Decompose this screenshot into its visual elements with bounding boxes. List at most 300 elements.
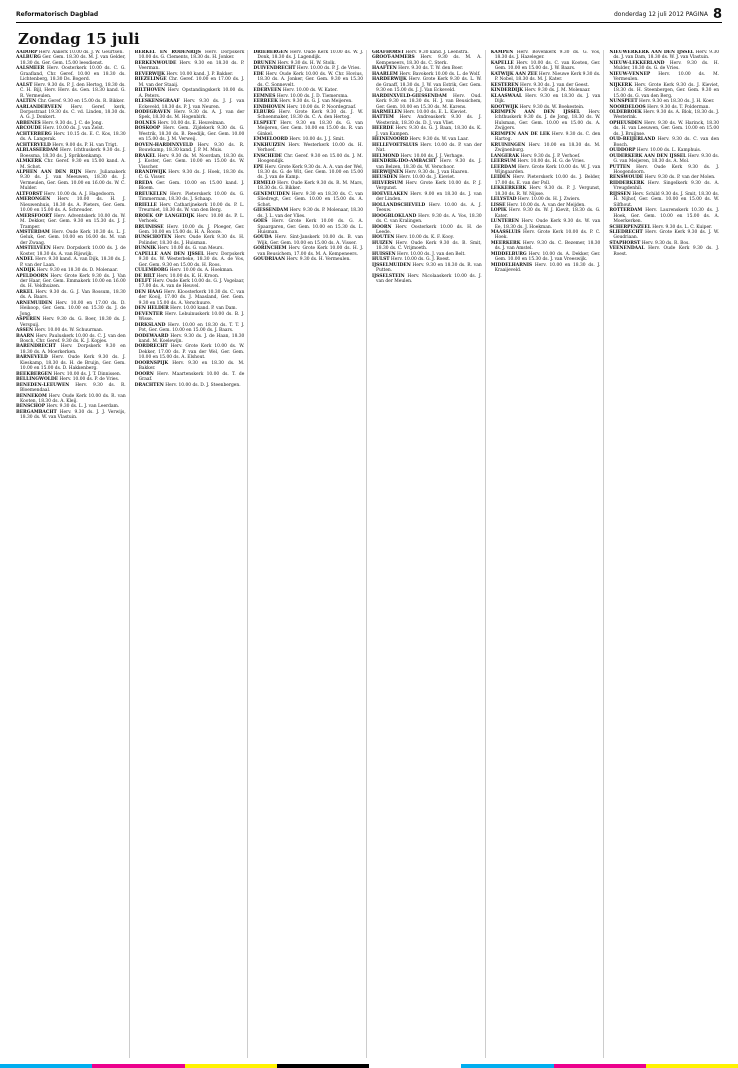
service-details: Herv. 9.30 ds. J. van Belzen, 18.30 ds. W. Verschoor.: [376, 159, 482, 170]
place-name: APELDOORN: [16, 273, 49, 279]
service-details: Herv. 10.00 ds. A. van der Meijden.: [505, 202, 586, 208]
service-details: Herv. Dorpskerk 9.30 ds. W. Westerbeke, 18.30 ds. A. de Vos, Ger. Gem. 9.30 en 15.00 ds. H. Roos.: [138, 251, 245, 268]
listing-entry: [16, 246, 126, 257]
place-name: CAPELLE AAN DEN IJSSEL: [134, 251, 205, 257]
service-details: Herv. 9.00 ds. P. H. van Trigt.: [50, 142, 118, 148]
place-name: BARENDRECHT: [16, 344, 56, 350]
listing-entry: [16, 301, 126, 317]
place-name: BROEK OP LANGEDIJK: [134, 213, 195, 219]
place-name: HAAFTEN: [372, 66, 397, 72]
service-details: Herv. 9.30 ds. W. J. Kievit, 18.30 ds. G. Kater.: [494, 208, 601, 219]
listing-entry: [135, 372, 245, 383]
listing-entry: [253, 165, 363, 181]
listing-entry: [253, 192, 363, 208]
listing-entry: [253, 235, 363, 246]
listing-entry: [16, 290, 126, 301]
place-name: CULEMBORG: [134, 268, 169, 274]
service-details: Herv. Sint-Janskerk 10.00 ds. B. van Wijk, Ger. Gem. 10.00 en 15.00 ds. A. Visser.: [257, 235, 364, 246]
service-details: Herv. 9.30 en 18.30 ds. D. Molenaar.: [35, 268, 119, 274]
service-details: Herv. 9.30 ds. J. Hoek, 18.30 ds. C. G. Visser.: [138, 169, 245, 181]
service-details: Herv. Oude Kerk 9.30 ds. R. M. Mars, 18.30 ds. G. Bikker.: [257, 180, 364, 192]
service-details: Herv. 9.30 ds. J. de Haan, 18.30 kand. M. Koelewijn.: [138, 333, 245, 345]
service-details: Herv. 9.30 ds. M. A. Kempeneers, 18.30 ds. C. Sterk.: [376, 55, 482, 66]
place-name: DIRKSLAND: [134, 322, 166, 328]
place-name: GIESSENDAM: [253, 208, 289, 214]
listing-entry: [372, 214, 482, 225]
service-details: Herv. 9.30 ds. J. C. de Jong.: [40, 120, 103, 126]
place-name: ELSPEET: [253, 120, 277, 126]
place-name: LISSE: [490, 202, 506, 208]
service-details: Herv. Oosterkerk 10.00 ds. C. G. Graafland, Chr. Geref. 10.00 en 18.30 ds. Lichtenberg, 18.30 Ds. Bogerd.: [20, 66, 126, 83]
service-details: Chr. Geref. 9.30 en 15.00 ds. R. Bikker.: [36, 99, 125, 105]
service-details: Herv. Oud. Kerk 9.30 en 18.30 ds. H. J. van Beusichem, Ger. Gem. 10.00 en 15.30 ds. M. Karens.: [376, 93, 482, 110]
listing-entry: [16, 170, 126, 192]
listing-entry: [491, 72, 601, 83]
service-details: Herv. Ichthuskerk 9.30 ds. J. Boessma, 18.30 ds. J. Sprikkenkamp.: [20, 148, 126, 159]
listing-entry: [609, 72, 719, 83]
listing-entry: [491, 50, 601, 61]
service-details: Herv. Nieuwe Kerk 9.30 ds. P. Nobel, 18.30 ds. M. J. Kater.: [494, 71, 601, 83]
listing-entry: [253, 208, 363, 219]
place-name: BOLNES: [134, 120, 156, 126]
page-title: Zondag 15 juli: [18, 30, 140, 48]
listing-entry: [135, 235, 245, 246]
color-registration-bar: [0, 1064, 738, 1068]
place-name: HAARLEM: [372, 71, 398, 77]
listing-entry: [253, 219, 363, 235]
service-details: Herv. Schild 9.30 ds. J. Smit, 18.30 ds. H. Nijhof, Ger. Gem. 10.00 en 15.00 ds. W. Silfhout.: [613, 191, 720, 208]
place-name: KOOTWIJK: [490, 104, 519, 110]
service-details: Herv. 9.30 ds. W. Boekestein.: [518, 104, 585, 110]
listing-entry: [609, 121, 719, 137]
place-name: KRIMPEN AAN DE LEK: [490, 131, 550, 137]
place-name: NIJKERK: [609, 82, 633, 88]
place-name: KRUININGEN: [490, 142, 526, 148]
place-name: ERMELO: [253, 180, 276, 186]
place-name: HOUTEN: [372, 235, 395, 241]
place-name: LANGERAK: [490, 153, 520, 159]
place-name: BENSCHOP: [16, 404, 46, 410]
place-name: NUNSPEET: [609, 99, 638, 105]
place-name: EDERVEEN: [253, 88, 282, 94]
service-details: Herv. 9.30 ds. J. P. Verhoef.: [519, 153, 581, 159]
listing-entry: [491, 208, 601, 219]
place-name: KAPELLE: [490, 60, 514, 66]
service-details: Herv. 10.00 ds. C. van Kooten, Ger. Gem. 10.00 en 15.00 ds. J. W. Baars.: [494, 60, 601, 72]
service-details: Herv. 9.30 ds. J. J. Verwijs, 18.30 ds. W. van Vlastuin.: [20, 409, 126, 421]
place-name: DRUNEN: [253, 60, 277, 66]
listing-entry: [135, 312, 245, 323]
service-details: Herv. 10.15 ds. E. C. Kos, 18.30 ds. A. Langerak.: [20, 131, 126, 143]
listing-entry: [135, 77, 245, 88]
service-details: Herv. Nicolaaskerk 10.00 ds. J. van der Meulen.: [376, 273, 482, 285]
listing-entry: [135, 143, 245, 154]
listing-entry: [135, 192, 245, 203]
service-details: Herv. Oude Kerk 9.30 ds. W. van Ee, 18.30 ds. J. Hoekman.: [494, 219, 601, 230]
listing-entry: [16, 355, 126, 371]
service-details: Herv. 9.30 ds. T. Polderman.: [645, 104, 710, 110]
service-details: Herv. 10.00 ds. J. D. Tiemersma.: [275, 93, 349, 99]
service-details: Herv. 10.00 ds. P. de Vries.: [58, 377, 120, 383]
place-name: HOLLANDSCHEVELD: [372, 202, 426, 208]
service-details: Herv. Grote Kerk 9.30 ds. A. A. van der Wel, 18.30 ds. G. de Wit, Ger. Gem. 10.00 en 15.00 ds. J. van de Kamp.: [257, 164, 364, 181]
place-name: IJSSELMUIDEN: [372, 262, 411, 268]
service-details: Herv. 9.30 kand. J. Leenstra.: [404, 50, 469, 55]
service-details: Herv. Pauluskerk 10.00 ds. C. J. van den Bosch, Chr. Geref. 9.30 ds. K. J. Kopjes.: [20, 333, 126, 345]
place-name: DELFT: [134, 279, 152, 285]
place-name: HARDINXVELD-GIESSENDAM: [372, 93, 447, 99]
listing-entry: [16, 214, 126, 230]
place-name: BUNNIK: [134, 246, 157, 252]
place-name: GOUDA: [253, 235, 272, 241]
listing-entry: [135, 181, 245, 192]
service-details: Herv. Opstandingskerk 10.00 ds. A. Peters.: [138, 88, 245, 99]
listing-entry: [253, 257, 363, 262]
listing-entry: [16, 83, 126, 99]
listing-entry: [135, 344, 245, 360]
place-name: HULST: [372, 257, 390, 263]
service-details: Herv. 9.30 en 18.30 ds. P. Veerman.: [138, 60, 245, 72]
place-name: ENSCHEDE: [253, 153, 283, 159]
place-name: LEIDEN: [490, 175, 511, 181]
service-details: Herv. 9.30 en 18.30 ds. G. van Meijeren, Ger. Gem. 10.00 en 15.00 ds. R. van Ginkel.: [257, 120, 364, 137]
service-details: Herv. 10.00 en 18.30 ds. M. Zwijnenburg.: [494, 142, 601, 154]
place-name: HEUSDEN: [372, 175, 398, 181]
listing-entry: [609, 154, 719, 165]
listing-entry: [491, 61, 601, 72]
service-details: Herv. Oude Kerk 10.30 ds. L. J. Geluk, Ger. Gem. 10.00 en 16.00 ds. M. van der Zwaag.: [20, 229, 126, 246]
service-details: Herv. 9.30 ds. L. J. van Leerdam.: [45, 404, 120, 410]
listing-entry: [609, 246, 719, 257]
service-details: Herv. Grote Kerk 10.00 ds. W. J. van Wijngaarden.: [494, 164, 601, 175]
service-details: Herv. 10.00 ds. K. F. Kooy.: [394, 235, 454, 241]
service-details: Herv. 10.00 ds. P. L. Verhoek.: [138, 213, 245, 225]
place-name: HUIZEN: [372, 240, 393, 246]
place-name: BRANDWIJK: [134, 169, 167, 175]
service-details: Herv. 9.00 en 18.30 ds. J. van der Linden.: [376, 191, 482, 203]
listing-entry: [16, 410, 126, 421]
place-name: HILVERSUM: [372, 180, 404, 186]
service-details: Herv. 9.30 ds. M. Noordam, 18.30 ds. J. Koster, Ger. Gem. 10.00 en 15.00 ds. W. Visscher.: [138, 153, 245, 170]
service-details: Ger. Gem. 10.00 en 15.00 kand. J. Bloem.: [138, 180, 245, 192]
listing-entry: [135, 214, 245, 225]
service-details: Herv. Bovenkerk 9.30 ds. G. Vos, 18.30 ds. J. Hazeleger.: [494, 50, 601, 61]
place-name: HARMELEN: [372, 109, 402, 115]
listing-entry: [372, 159, 482, 170]
service-details: Herv. 9.30 ds. G. Boer, 18.30 ds. J. Verspuij.: [20, 317, 126, 328]
listing-entry: [609, 208, 719, 224]
service-details: Herv. 10.00 ds. J. J. Smit.: [287, 137, 345, 143]
service-details: Herv. Pieterskerk 10.00 ds. J. Belder, 17.00 ds. E. van der Poll.: [494, 175, 601, 186]
listing-entry: [609, 181, 719, 192]
place-name: BIEZELINGE: [134, 77, 167, 83]
place-name: HOOGBLOKLAND: [372, 213, 417, 219]
listing-column: [372, 50, 486, 1058]
service-details: Herv. 10.00 ds. J. T. Dinnissen.: [52, 371, 122, 377]
service-details: Herv. Maartenskerk 10.00 ds. T. de Graaf.: [138, 371, 245, 383]
place-name: ASPEREN: [16, 317, 41, 323]
place-name: NOORDELOOS: [609, 104, 646, 110]
service-details: Herv. 9.30 ds. L. C. Kuiper.: [650, 224, 713, 230]
place-name: HOORN: [372, 224, 392, 230]
service-details: Herv. Geref. kerk, Dorpsstraat 19.30 ds. C. vd. Linden, 18.30 ds. A. G. J. Donkert.: [20, 104, 126, 121]
service-details: Herv. 10.00 ds. E. L. Kieviet.: [401, 109, 467, 115]
place-name: HUISSEN: [372, 251, 396, 257]
place-name: DRIEBERGEN: [253, 50, 289, 55]
place-name: DEVENTER: [134, 311, 163, 317]
service-details: Herv. 9.30 ds. A. Blok, 18.30 ds. J. Westerink.: [613, 109, 720, 121]
place-name: MIDDELBURG: [490, 251, 527, 257]
listing-entry: [16, 55, 126, 66]
service-details: Herv. 9.30 ds. P. J. den Hertog, 18.30 ds. C. H. Bijl, Herv. Herv. ds. Gen. 18.30 kand. G. R. Vermeulen.: [20, 82, 126, 99]
service-details: Herv. 9.30 ds. C. den Hartog.: [494, 131, 601, 143]
service-details: Herv. 10.00 en 17.00 ds. D. Heikoop, Ger. Gem. 10.00 en 15.30 ds. J. de Jong.: [20, 300, 126, 317]
service-details: Herv. 9.30 en 18.30 ds. C. van Sliedregt, Ger. Gem. 10.00 en 15.00 ds. A. Schot.: [257, 191, 364, 208]
place-name: KATWIJK AAN ZEE: [490, 71, 538, 77]
listing-entry: [372, 274, 482, 285]
service-details: Herv. 9.30 en 18.30 ds. J. van Dijk.: [494, 93, 601, 105]
service-details: Herv. 10.00 en 18.30 ds. J. Kraaijeveld.: [494, 262, 601, 274]
place-name: GROOT-AMMERS: [372, 55, 415, 61]
place-name: STAPHORST: [609, 240, 641, 246]
service-details: Herv. 10.00 ds. J. Kieviet.: [397, 175, 456, 181]
page-header: [16, 8, 722, 23]
service-details: Herv. Grote Kerk 10.00 ds. W. Dekker, 17.00 ds. P. van der Wel, Ger. Gem. 10.00 en 15.00 ds. A. Elshout.: [138, 344, 245, 361]
listing-entry: [491, 94, 601, 105]
listing-entry: [16, 197, 126, 213]
listing-entry: [609, 137, 719, 148]
place-name: GOES: [253, 219, 268, 225]
church-listings: [16, 50, 722, 1058]
service-details: Herv. Oude Kerk 9.30 ds. H. Polinder, 18.30 ds. J. Huisman.: [138, 235, 245, 246]
service-details: Herv. 10.00 ds. P. van der Nat.: [376, 142, 482, 154]
place-name: ALBLASSERDAM: [16, 148, 59, 154]
listing-entry: [491, 241, 601, 252]
place-name: BREDA: [134, 180, 153, 186]
service-details: Herv. Grote Kerk 9.30 ds. L. W. de Graaff, 18.30 ds. J. W. van Estrik, Ger. Gem. 9.30 en 15.00 ds. J. J. Van Eckeveld.: [376, 77, 482, 94]
service-details: Herv. 10.00 kand. P. van Dam.: [168, 306, 237, 312]
service-details: Herv. Lebuinuskerk 10.00 ds. B. J. Wisse.: [138, 311, 245, 323]
place-name: HARDERWIJK: [372, 77, 407, 83]
service-details: Herv. Grote Kerk 9.30 ds. J. W. Goudriaan.: [613, 229, 720, 241]
place-name: HEINENOORD: [372, 137, 409, 143]
place-name: AMSTELVEEN: [16, 246, 51, 252]
service-details: Herv. 10.00 ds. W. Kater.: [281, 88, 338, 94]
listing-entry: [16, 230, 126, 246]
service-details: Herv. 9.30 ds. T. W. den Boer.: [396, 66, 464, 72]
service-details: Herv. 9.30 en 18.30 ds. R. van Putten.: [376, 262, 482, 274]
place-name: BERKENWOUDE: [134, 60, 177, 66]
place-name: ALTFORST: [16, 191, 43, 197]
place-name: BLESKENSGRAAF: [134, 99, 180, 105]
place-name: HOEVELAKEN: [372, 191, 408, 197]
place-name: EDE: [253, 71, 264, 77]
place-name: EINDHOVEN: [253, 104, 286, 110]
place-name: AALBURG: [16, 55, 41, 61]
place-name: HENDRIK-IDO-AMBACHT: [372, 159, 437, 165]
listing-entry: [135, 323, 245, 334]
listing-entry: [372, 77, 482, 93]
listing-entry: [16, 394, 126, 405]
listing-entry: [135, 50, 245, 61]
listing-entry: [372, 143, 482, 154]
place-name: LOPIK: [490, 208, 507, 214]
service-details: Herv. Singelkerk 9.30 ds. A. Vreugdenhil.: [613, 180, 720, 192]
place-name: EPE: [253, 164, 264, 170]
service-details: Herv. Bavokerk 10.00 ds. L. de Wolf.: [397, 71, 481, 77]
listing-column: [135, 50, 249, 1058]
listing-entry: [135, 383, 245, 388]
service-details: Herv. 10.00 ds. M. Vermeulen.: [613, 71, 720, 83]
listing-entry: [609, 230, 719, 241]
place-name: BERGAMBACHT: [16, 409, 57, 415]
place-name: BARNEVELD: [16, 355, 48, 361]
service-details: Herv. 10.00 ds. E. Heuvelman.: [155, 120, 226, 126]
place-name: ROTTERDAM: [609, 208, 643, 214]
place-name: RIDDERKERK: [609, 180, 645, 186]
listing-entry: [253, 246, 363, 257]
service-details: Herv. 9.30 ds. J. van Dam, 18.30 ds. W. J. van Vlastuin.: [613, 50, 720, 61]
service-details: Herv. 9.30 ds. R. Bloemendaal.: [20, 382, 126, 394]
place-name: DORDRECHT: [134, 344, 168, 350]
service-details: Herv. Oosterkerk 10.00 ds. H. de Leede.: [376, 224, 482, 235]
place-name: ALMKERK: [16, 159, 42, 165]
service-details: Herv. 10.00 kand. J. P. Bakker.: [164, 71, 234, 77]
place-name: ACHTERBERG: [16, 131, 52, 137]
listing-column: [609, 50, 722, 1058]
service-details: Herv. Westerkerk 10.00 ds. H. Verhoef.: [257, 142, 364, 154]
listing-entry: [135, 88, 245, 99]
listing-entry: [135, 225, 245, 236]
place-name: NIEUW-LEKKERLAND: [609, 60, 665, 66]
listing-entry: [135, 361, 245, 372]
place-name: BERKEL EN RODENRIJS: [134, 50, 201, 55]
listing-entry: [16, 148, 126, 159]
place-name: HELMOND: [372, 153, 400, 159]
service-details: Chr. Geref. 10.00 en 17.00 ds. J. M. van der Staaij.: [138, 77, 245, 88]
service-details: Herv. 9.30 ds. G. J. Van Rossum, 18.30 ds. A. Baars.: [20, 289, 126, 301]
place-name: OUDDORP: [609, 148, 636, 154]
place-name: KAMPEN: [490, 50, 514, 55]
service-details: Herv. 10.00 ds. H. G. de Vries.: [515, 159, 585, 165]
place-name: MAASSLUIS: [490, 229, 521, 235]
place-name: KINDERDIJK: [490, 88, 524, 94]
listing-entry: [609, 165, 719, 176]
place-name: MIDDELHARNIS: [490, 262, 533, 268]
service-details: Herv. 9.30 ds. G. J. van Meijeren.: [277, 99, 353, 105]
place-name: BEVERWIJK: [134, 71, 165, 77]
listing-entry: [135, 126, 245, 142]
service-details: Herv. 9.30 ds. P. van der Molen.: [643, 175, 716, 181]
place-name: DEN HELDER: [134, 306, 169, 312]
place-name: SLIEDRECHT: [609, 229, 643, 235]
listing-entry: [253, 181, 363, 192]
listing-entry: [16, 159, 126, 170]
service-details: Herv. Oude Kerk 9.30 ds. B. Smit, 18.30 ds. C. Vrijmoeth.: [376, 240, 482, 252]
service-details: Herv. 9.30 ds. P. J. Vergunst, 18.30 ds. R. W. Nijsse.: [494, 186, 601, 197]
service-details: Herv. Julianakerk 9.30 ds. J. van Meeuwen, 18.30 ds. J. Vermeulen, Ger. Gem. 10.00 en 16.00 ds. W. C. Mulder.: [20, 169, 126, 192]
listing-entry: [491, 263, 601, 274]
service-details: Herv. 9.30 ds. P. Molenaar, 18.30 ds. J. L. van der Vlies.: [257, 208, 364, 219]
listing-entry: [16, 132, 126, 143]
place-name: SCHERPENZEEL: [609, 224, 651, 230]
place-name: BENNEKOM: [16, 393, 47, 399]
service-details: Herv. 10.00 ds. L. Kamphuis.: [635, 148, 702, 154]
listing-entry: [609, 192, 719, 208]
listing-entry: [372, 55, 482, 66]
place-name: ABCOUDE: [16, 126, 42, 132]
service-details: Herv. 9.30 ds. G. J. Baan, 18.30 ds. K. J. van Kampen.: [376, 126, 482, 137]
listing-entry: [491, 186, 601, 197]
listing-entry: [491, 230, 601, 241]
place-name: ENKHUIZEN: [253, 142, 286, 148]
newspaper-name: Reformatorisch Dagblad: [16, 11, 99, 18]
service-details: Herv. 9.30 ds. H. Vermeulen.: [285, 257, 351, 263]
place-name: OUDERKERK AAN DEN IJSSEL: [609, 153, 687, 159]
listing-entry: [609, 61, 719, 72]
service-details: Herv. Grote Kerk 9.30 ds. J. Kieviet, 18.30 ds. H. Steenbergen, Ger. Gem. 9.30 en 15.00 ds. G. van den Berg.: [613, 82, 720, 99]
service-details: Herv. 9.30 ds. H. W. Stolk.: [276, 60, 336, 66]
service-details: Herv. Oude Kerk 9.30 ds. J. Kieskamp, 18.30 ds. H. de Bruijn, Ger. Gem. 10.00 en 15.00 ds. D. Hakkenberg.: [20, 355, 126, 372]
place-name: AMERSFOORT: [16, 213, 53, 219]
service-details: Herv. 10.00 ds. G. van Meurs.: [156, 246, 224, 252]
place-name: DEN HAAG: [134, 289, 163, 295]
listing-entry: [491, 165, 601, 176]
service-details: Herv. 10.00 ds. A. J. Hagedoorn.: [42, 191, 116, 197]
place-name: ANDEL: [16, 257, 34, 263]
place-name: VEENENDAAL: [609, 246, 645, 252]
place-name: DRACHTEN: [134, 382, 164, 388]
place-name: ALPHEN AAN DEN RIJN: [16, 169, 82, 175]
listing-entry: [491, 175, 601, 186]
service-details: Herv. 9.30 kand. A. van Dijk, 18.30 ds. J. P. van der Laan.: [20, 257, 126, 268]
listing-entry: [16, 317, 126, 328]
listing-entry: [253, 143, 363, 154]
service-details: Herv. 10.00 ds. A. Dekker, Ger. Gem. 10.00 en 15.30 ds. J. van Vreeswijk.: [494, 251, 601, 263]
listing-entry: [491, 143, 601, 154]
place-name: ACHTERVELD: [16, 142, 51, 148]
place-name: ABBENES: [16, 120, 41, 126]
place-name: KESTEREN: [490, 82, 519, 88]
listing-entry: [491, 132, 601, 143]
place-name: KLAASWAAL: [490, 93, 523, 99]
listing-entry: [609, 50, 719, 61]
listing-entry: [16, 257, 126, 268]
place-name: LEERDAM: [490, 164, 517, 170]
service-details: Herv. Kloosterkerk 10.30 ds. C. van der Kooij, 17.00 ds. J. Maasland, Ger. Gem. 9.30 en 15.00 ds. A. Verschuure.: [138, 289, 245, 306]
service-details: Herv. 10.00 ds. J. van den Belt.: [395, 251, 466, 257]
place-name: OUD-BEIJERLAND: [609, 137, 656, 143]
place-name: IJSSELSTEIN: [372, 273, 405, 279]
service-details: Herv. 9.30 ds. R. Bos.: [640, 240, 690, 246]
service-details: Herv. 10.00 ds. J. van Zelst.: [41, 126, 105, 132]
service-details: Herv. Oude Kerk 10.00 ds. G. J. Vogelaar, 17.00 ds. A. van de Heuvel.: [138, 279, 245, 290]
service-details: Herv. 10.00 ds. H. J. Nieuwenhuis, 18.30 ds. A. Pieters, Ger. Gem. 10.00 en 15.00 ds. A. Schreuder.: [20, 197, 126, 214]
listing-column: [16, 50, 130, 1058]
place-name: BAARN: [16, 333, 35, 339]
place-name: HATTEM: [372, 115, 394, 121]
service-details: Herv. 10.00 ds. P. Noordegraaf.: [285, 104, 357, 110]
service-details: Herv. 9.30 ds. C. van den Bosch.: [613, 137, 720, 148]
service-details: Herv. 9.30 ds. J. van Haaren.: [403, 169, 469, 175]
listing-entry: [16, 66, 126, 82]
place-name: AADORP: [16, 50, 38, 55]
place-name: LELYSTAD: [490, 197, 517, 203]
listing-entry: [372, 241, 482, 252]
listing-entry: [253, 154, 363, 165]
listing-entry: [253, 110, 363, 121]
place-name: AALST: [16, 82, 33, 88]
